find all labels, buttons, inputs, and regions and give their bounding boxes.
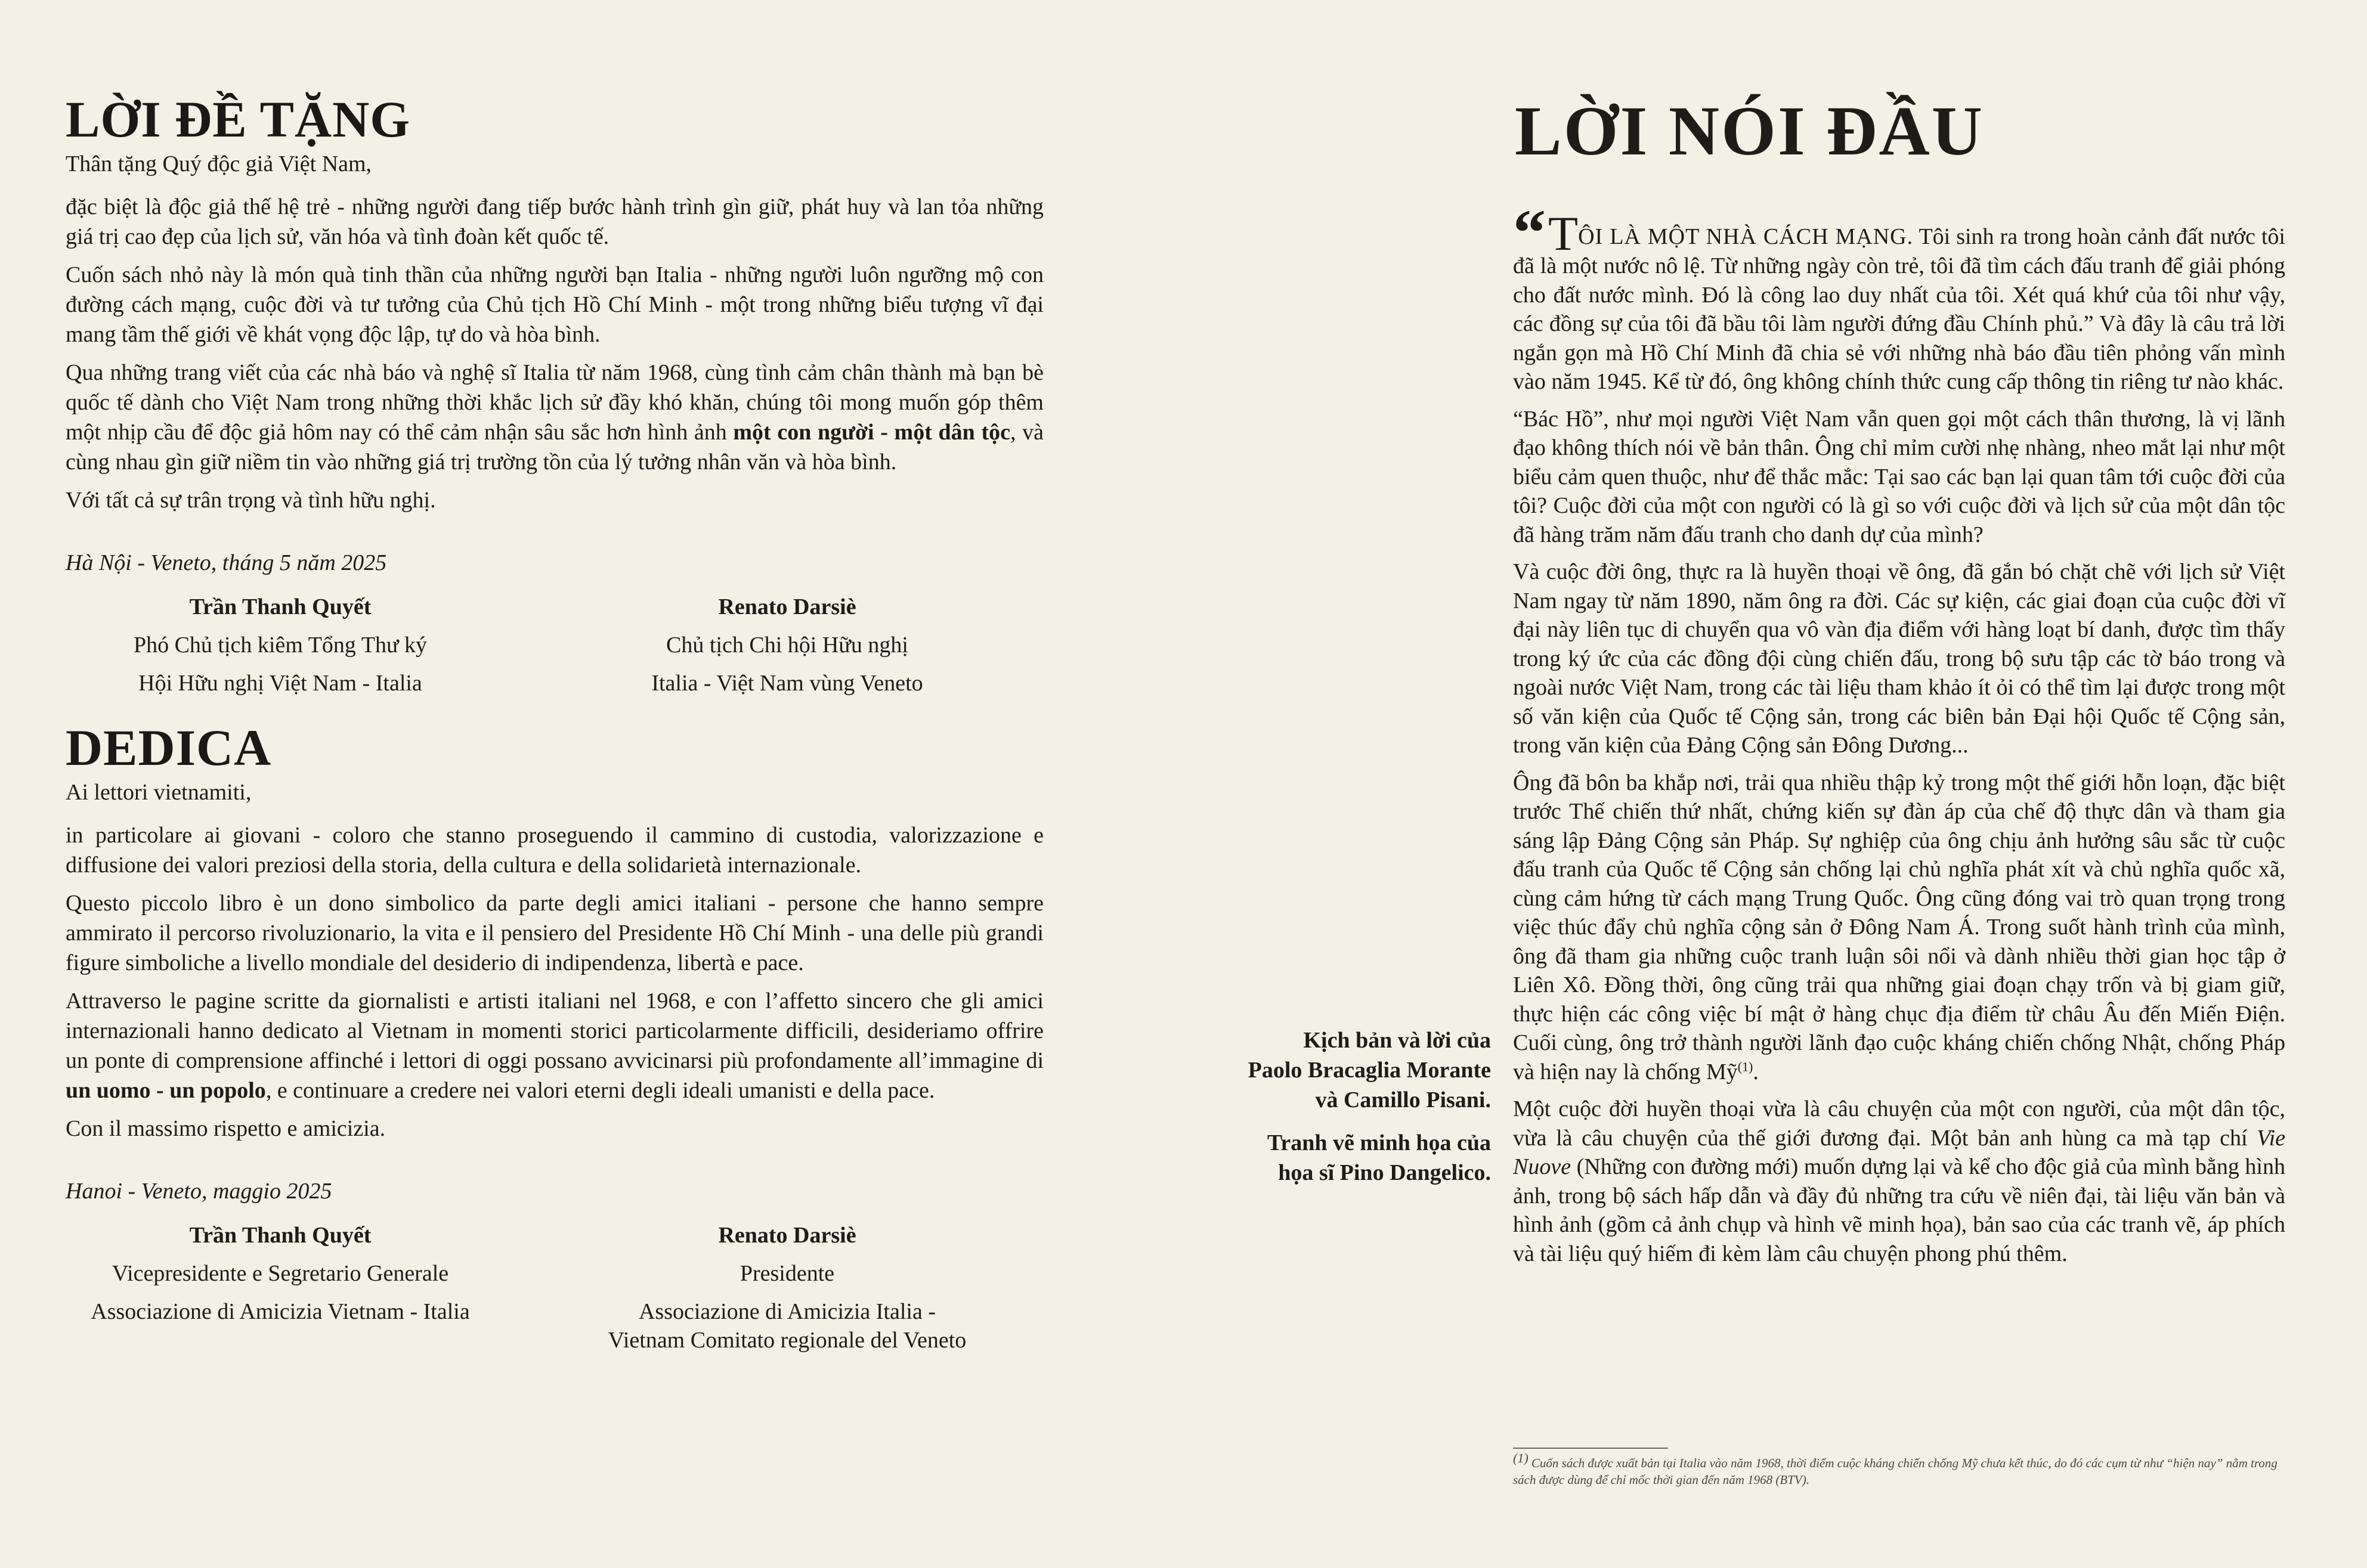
vn-signatures: [66, 588, 1044, 702]
credits-script: Kịch bản và lời của Paolo Bracaglia Morante và Camillo Pisani.: [1248, 1028, 1491, 1113]
vn-paragraph-1: đặc biệt là độc giả thế hệ trẻ - những người đang tiếp bước hành trình gìn giữ, phát huy và lan tỏa những giá trị cao đẹp của lịch sử, văn hóa và tình đoàn kết quốc tế.: [66, 194, 1044, 249]
it-paragraph-3-end: , e continuare a credere nei valori eterni degli ideali umanisti e della pace.: [265, 1078, 935, 1103]
it-closing: Con il massimo rispetto e amicizia.: [66, 1116, 386, 1141]
vn-paragraph-3: [66, 358, 1044, 477]
it-signatures: [66, 1216, 1044, 1355]
foreword-title: LỜI NÓI ĐẦU: [1515, 92, 1984, 170]
vn-signature-2-line2: Italia - Việt Nam vùng Veneto: [651, 671, 923, 696]
credits-block: [1246, 1025, 1491, 1201]
dedication-column: [66, 89, 1044, 1355]
it-signature-2-line1: Presidente: [740, 1261, 835, 1286]
vn-closing: Với tất cả sự trân trọng và tình hữu nghị.: [66, 488, 436, 513]
vn-dedication-title: LỜI ĐỀ TẶNG: [66, 91, 411, 148]
it-paragraph-3: [66, 986, 1044, 1105]
it-signature-2-line2: Associazione di Amicizia Italia -: [638, 1299, 936, 1324]
it-paragraph-3-start: Attraverso le pagine scritte da giornalisti e artisti italiani nel 1968, e con l’affetto sincero che gli amici internazionali hanno dedicato al Vietnam in momenti storici particolarmente difficili, desideriamo offrire un ponte di comprensione affinché i lettori di oggi possano avvicinarsi più profondamente all’immagine di: [66, 988, 1044, 1073]
it-place-date: Hanoi - Veneto, maggio 2025: [66, 1179, 332, 1204]
vn-signature-1-name: Trần Thanh Quyết: [189, 594, 372, 619]
footnote-number: (1): [1513, 1451, 1529, 1465]
footnote-reference: (1): [1737, 1058, 1753, 1074]
vn-signature-2: [555, 588, 1020, 702]
it-signature-1-line1: Vicepresidente e Segretario Generale: [112, 1261, 449, 1286]
vn-paragraph-2: Cuốn sách nhỏ này là món quà tinh thần của những người bạn Italia - những người luôn ngưỡng mộ con đường cách mạng, cuộc đời và tư tưởng của Chủ tịch Hồ Chí Minh - một trong những biểu tượng vĩ đại mang tầm thế giới về khát vọng độc lập, tự do và hòa bình.: [66, 262, 1044, 347]
magazine-name: Vie Nuove: [1513, 1125, 2285, 1179]
foreword-paragraph-1-rest: Tôi sinh ra trong hoàn cảnh đất nước tôi đã là một nước nô lệ. Từ những ngày còn trẻ, tôi đã tìm cách đấu tranh để giải phóng cho đất nước mình. Đó là công lao duy nhất của tôi. Xét quá khứ của tôi như vậy, các đồng sự của tôi đã bầu tôi làm người đứng đầu Chính phủ.” Và đây là câu trả lời ngắn gọn mà Hồ Chí Minh đã chia sẻ với những nhà báo đầu tiên phỏng vấn mình vào năm 1945. Kể từ đó, ông không chính thức cung cấp thông tin riêng tư nào khác.: [1513, 224, 2285, 394]
foreword-paragraph-1-caps: ÔI LÀ MỘT NHÀ CÁCH MẠNG.: [1578, 224, 1914, 249]
foreword-paragraph-4-end: .: [1753, 1059, 1759, 1084]
vn-signature-1-line1: Phó Chủ tịch kiêm Tổng Thư ký: [133, 633, 428, 658]
vn-signature-2-line1: Chủ tịch Chi hội Hữu nghị: [666, 633, 908, 658]
foreword-paragraph-3: Và cuộc đời ông, thực ra là huyền thoại về ông, đã gắn bó chặt chẽ với lịch sử Việt Nam ngay từ năm 1890, năm ông ra đời. Các sự kiện, các giai đoạn của cuộc đời vĩ đại này liên tục di chuyển qua vô vàn địa điểm với hàng loạt bí danh, được tìm thấy trong ký ức của các đồng đội cùng chiến đấu, trong bộ sưu tập các tờ báo trong và ngoài nước Việt Nam, trong các tài liệu tham khảo ít ỏi có thể tìm lại được trong một số văn kiện của Quốc tế Cộng sản, trong các biên bản Đại hội Quốc tế Cộng sản, trong văn kiện của Đảng Cộng sản Đông Dương...: [1513, 559, 2285, 758]
it-signature-1: [42, 1216, 519, 1355]
foreword-paragraph-5-start: Một cuộc đời huyền thoại vừa là câu chuyện của một con người, của một dân tộc, vừa là câu chuyện của thế giới đương đại. Một bản anh hùng ca mà tạp chí: [1513, 1096, 2285, 1151]
footnote-text: Cuốn sách được xuất bản tại Italia vào năm 1968, thời điểm cuộc kháng chiến chống Mỹ chưa kết thúc, do đó các cụm từ như “hiện nay” nằm trong sách được dùng để chỉ mốc thời gian đến năm 1968 (BTV).: [1513, 1456, 2278, 1487]
credits-illustration: Tranh vẽ minh họa của họa sĩ Pino Dangelico.: [1267, 1130, 1491, 1185]
foreword-paragraph-1: [1513, 196, 2285, 396]
it-signature-1-name: Trần Thanh Quyết: [189, 1223, 372, 1248]
footnote: [1513, 1451, 2288, 1488]
it-paragraph-2: Questo piccolo libro è un dono simbolico da parte degli amici italiani - persone che hanno sempre ammirato il percorso rivoluzionario, la vita e il pensiero del Presidente Hồ Chí Minh - una delle più grandi figure simboliche a livello mondiale del desiderio di indipendenza, libertà e pace.: [66, 891, 1044, 975]
vn-paragraph-3-end: , và cùng nhau gìn giữ niềm tin vào những giá trị trường tồn của lý tưởng nhân văn và hòa bình.: [66, 420, 1044, 475]
vn-paragraph-3-bold: một con người - một dân tộc: [733, 420, 1010, 445]
it-signature-2-line3: Vietnam Comitato regionale del Veneto: [608, 1328, 967, 1353]
foreword-column: [1513, 196, 2285, 1276]
left-page: [0, 0, 1183, 1568]
it-signature-1-line2: Associazione di Amicizia Vietnam - Italia: [91, 1299, 470, 1324]
drop-cap: T: [1548, 206, 1579, 261]
it-signature-2-name: Renato Darsiè: [718, 1223, 856, 1248]
foreword-paragraph-2: “Bác Hồ”, như mọi người Việt Nam vẫn quen gọi một cách thân thương, là vị lãnh đạo không thích nói về bản thân. Ông chỉ mỉm cười nhẹ nhàng, nheo mắt lại như một biểu cảm quen thuộc, như để thắc mắc: Tại sao các bạn lại quan tâm tới cuộc đời của tôi? Cuộc đời của một con người có là gì so với cuộc đời và lịch sử của một dân tộc đã hàng trăm năm đấu tranh cho danh dự của mình?: [1513, 406, 2285, 547]
foreword-paragraph-5: [1513, 1095, 2285, 1268]
opening-quote-mark: “: [1513, 196, 1546, 269]
it-paragraph-3-bold: un uomo - un popolo: [66, 1078, 266, 1103]
it-signature-2: [555, 1216, 1020, 1355]
vn-paragraph-3-start: Qua những trang viết của các nhà báo và nghệ sĩ Italia từ năm 1968, cùng tình cảm chân thành mà bạn bè quốc tế dành cho Việt Nam trong những thời khắc lịch sử đầy khó khăn, chúng tôi mong muốn góp thêm một nhịp cầu để độc giả hôm nay có thể cảm nhận sâu sắc hơn hình ảnh: [66, 360, 1044, 445]
foreword-paragraph-4-text: Ông đã bôn ba khắp nơi, trải qua nhiều thập kỷ trong một thế giới hỗn loạn, đặc biệt trước Thế chiến thứ nhất, chứng kiến sự đàn áp của chế độ thực dân và tham gia sáng lập Đảng Cộng sản Pháp. Sự nghiệp của ông chịu ảnh hưởng sâu sắc từ cuộc đấu tranh của Quốc tế Cộng sản chống lại chủ nghĩa phát xít và chủ nghĩa quốc xã, cùng cảm hứng từ cách mạng Trung Quốc. Ông cũng đóng vai trò quan trọng trong việc thúc đẩy chủ nghĩa cộng sản ở Đông Nam Á. Trong suốt hành trình của mình, ông đã tham gia những cuộc tranh luận sôi nổi và dành nhiều thời gian học tập ở Liên Xô. Đồng thời, ông cũng trải qua những giai đoạn chạy trốn và bị giam giữ, thực hiện các công việc bí mật ở hàng chục địa điểm từ châu Âu đến Miến Điện. Cuối cùng, ông trở thành người lãnh đạo cuộc kháng chiến chống Nhật, chống Pháp và hiện nay là chống Mỹ: [1513, 770, 2285, 1084]
foreword-paragraph-4: [1513, 768, 2285, 1087]
it-greeting: Ai lettori vietnamiti,: [66, 780, 252, 805]
vn-greeting: Thân tặng Quý độc giả Việt Nam,: [66, 151, 372, 176]
footnote-divider: [1513, 1448, 1668, 1449]
foreword-paragraph-5-end: (Những con đường mới) muốn dựng lại và kể cho độc giả của mình bằng hình ảnh, trong bộ sách hấp dẫn và đầy đủ những tra cứu về niên đại, tài liệu văn bản và hình ảnh (gồm cả ảnh chụp và hình vẽ minh họa), bản sao của các tranh vẽ, áp phích và tài liệu quý hiếm đi kèm làm câu chuyện phong phú thêm.: [1513, 1154, 2285, 1266]
it-dedication-title: DEDICA: [66, 719, 272, 776]
it-paragraph-1: in particolare ai giovani - coloro che stanno proseguendo il cammino di custodia, valorizzazione e diffusione dei valori preziosi della storia, della cultura e della solidarietà internazionale.: [66, 823, 1044, 878]
vn-signature-1: [42, 588, 519, 702]
vn-place-date: Hà Nội - Veneto, tháng 5 năm 2025: [66, 550, 387, 575]
vn-signature-1-line2: Hội Hữu nghị Việt Nam - Italia: [138, 671, 422, 696]
vn-signature-2-name: Renato Darsiè: [718, 594, 856, 619]
